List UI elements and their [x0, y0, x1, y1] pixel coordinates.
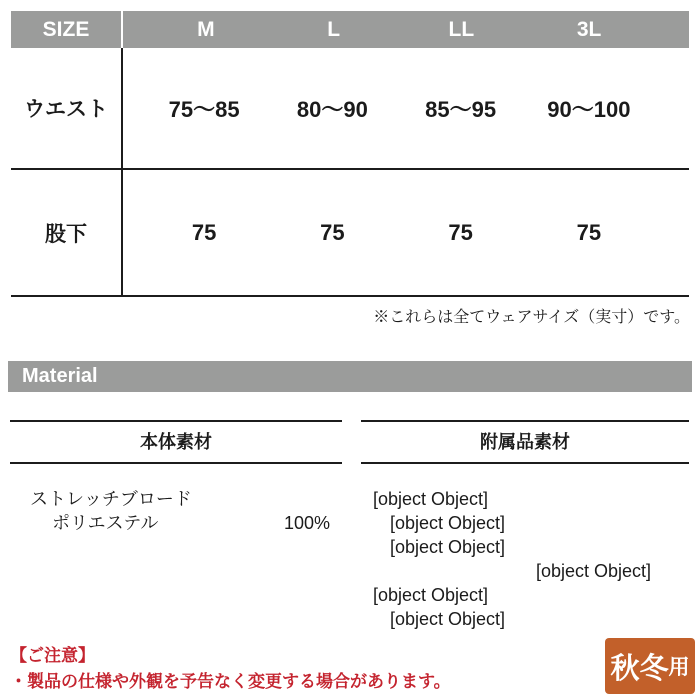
size-value-cell: 75	[448, 219, 473, 245]
caution-text: ・製品の仕様や外観を予告なく変更する場合があります。	[10, 672, 451, 691]
material-line: [object Object]	[373, 489, 489, 509]
material-line: [object Object]	[390, 609, 506, 629]
size-value-cell: 90〜100	[547, 96, 631, 122]
material-column-header-main: 本体素材	[10, 420, 342, 464]
header-cell-3l: 3L	[576, 17, 602, 41]
material-line: [object Object]	[390, 537, 506, 557]
material-column-main	[10, 420, 342, 535]
caution-title: 【ご注意】	[10, 646, 95, 665]
size-table	[11, 11, 689, 297]
material-percent: 100%	[283, 513, 330, 533]
row-values-inseam	[121, 170, 689, 295]
material-column-accessory	[361, 420, 689, 631]
table-row-waist	[11, 48, 689, 170]
size-value-cell: 75	[576, 219, 602, 245]
header-cell-m: M	[197, 17, 215, 41]
season-badge-text-large: 秋冬	[610, 652, 669, 685]
size-note: ※これらは全てウェアサイズ（実寸）です。	[373, 309, 690, 326]
header-size-columns	[123, 11, 689, 48]
size-value-cell: 75	[320, 219, 345, 245]
season-badge	[605, 638, 695, 694]
material-line: [object Object]	[536, 561, 652, 581]
material-line	[10, 511, 342, 535]
row-label-waist: ウエスト	[24, 98, 108, 121]
size-value-cell: 85〜95	[425, 96, 497, 122]
size-value-cell: 75	[191, 219, 217, 245]
material-accessory-body	[361, 464, 689, 631]
size-value-cell: 75〜85	[168, 96, 240, 122]
size-table-header-row	[11, 11, 689, 48]
material-section-bar	[8, 361, 692, 392]
material-column-header-accessory: 附属品素材	[361, 420, 689, 464]
material-line: ストレッチブロード	[30, 489, 192, 509]
size-value-cell: 80〜90	[296, 96, 368, 122]
material-line: [object Object]	[390, 513, 506, 533]
table-column-divider	[121, 48, 123, 297]
caution-notice	[10, 645, 451, 692]
row-values-waist	[121, 48, 689, 168]
material-main-body	[10, 464, 342, 535]
material-name: ポリエステル	[52, 513, 159, 533]
header-cell-ll: LL	[448, 17, 475, 41]
row-label-inseam: 股下	[45, 222, 87, 246]
material-line: [object Object]	[373, 585, 489, 605]
header-cell-size: SIZE	[11, 11, 121, 48]
season-badge-text-small: 用	[668, 656, 690, 679]
header-cell-l: L	[327, 17, 341, 41]
table-row-inseam	[11, 170, 689, 297]
material-section-title: Material	[22, 365, 98, 387]
